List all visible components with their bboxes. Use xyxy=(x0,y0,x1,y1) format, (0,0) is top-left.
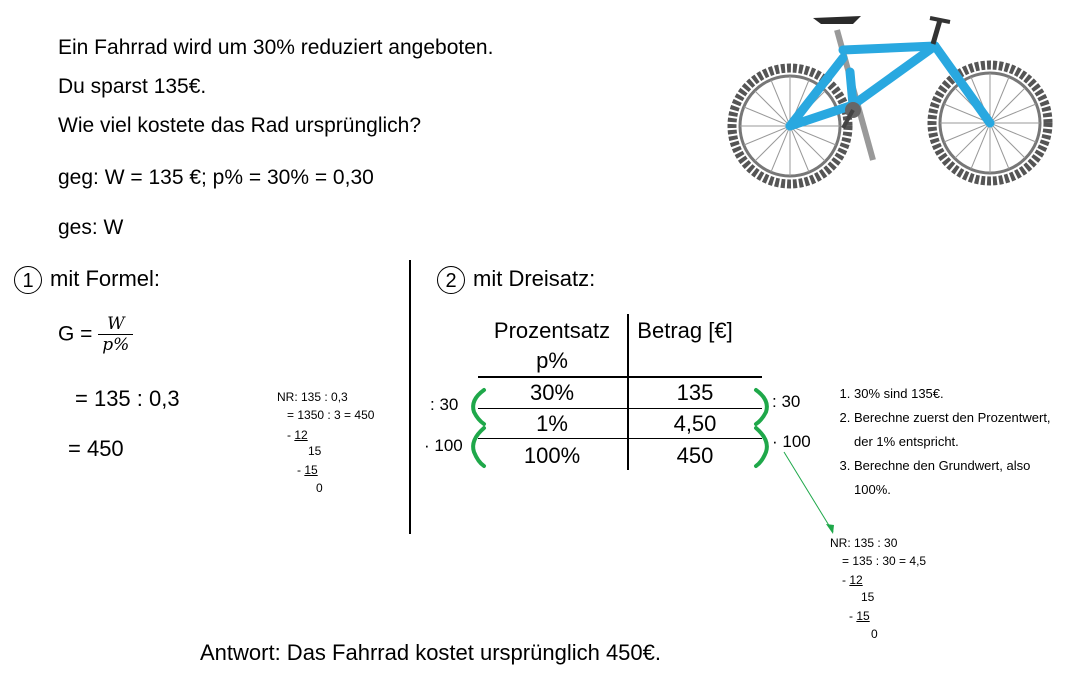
row-1-percent: 30% xyxy=(529,380,575,405)
step-3: 3. Berechne den Grundwert, also 100%. xyxy=(854,454,1082,502)
side-calc-2-line-2: = 135 : 30 = 4,5 xyxy=(842,554,927,568)
header-percent: Prozentsatz xyxy=(493,318,611,343)
row-3-percent: 100% xyxy=(523,443,581,468)
step-2: 2. Berechne zuerst den Prozentwert, der 1% entspricht. xyxy=(854,406,1082,454)
problem-line-2: Du sparst 135€. xyxy=(58,75,207,98)
left-operator-2: · 100 xyxy=(424,436,463,455)
side-calc-1-line-3: - 12 xyxy=(287,428,308,442)
header-amount: Betrag [€] xyxy=(637,318,733,343)
step-1: 1. 30% sind 135€. xyxy=(854,382,1082,406)
header-percent-unit: p% xyxy=(536,348,568,373)
method-2-number: 2 xyxy=(437,266,465,294)
right-operator-2: · 100 xyxy=(772,432,811,451)
left-operator-1: : 30 xyxy=(430,395,459,414)
side-calc-1-line-2: = 1350 : 3 = 450 xyxy=(287,408,375,422)
formula-denominator: p% xyxy=(102,335,130,355)
formula-step-2: = 450 xyxy=(68,436,124,461)
side-calc-1-line-5: - 15 xyxy=(297,463,318,477)
method-2-title: mit Dreisatz: xyxy=(473,266,596,291)
row-3-amount: 450 xyxy=(676,443,714,468)
side-calc-2-line-3: - 12 xyxy=(842,573,863,587)
arrow-line xyxy=(784,452,833,532)
answer: Antwort: Das Fahrrad kostet ursprünglich 450€. xyxy=(200,640,662,665)
left-bracket-1 xyxy=(473,390,484,424)
formula-numerator: W xyxy=(98,314,133,335)
side-calc-1-line-1: NR: 135 : 0,3 xyxy=(277,390,348,404)
method-1-title: mit Formel: xyxy=(50,266,160,291)
problem-line-1: Ein Fahrrad wird um 30% reduziert angeboten. xyxy=(58,36,494,59)
side-calc-2-line-5: - 15 xyxy=(849,609,870,623)
side-calc-1-line-6: 0 xyxy=(316,481,323,495)
sought-value: ges: W xyxy=(58,216,124,239)
right-bracket-1 xyxy=(756,390,767,424)
side-calc-2-line-6: 0 xyxy=(871,627,878,641)
row-2-percent: 1% xyxy=(536,411,568,436)
side-calc-2-line-1: NR: 135 : 30 xyxy=(830,536,898,550)
row-2-amount: 4,50 xyxy=(673,411,717,436)
side-calc-1-line-4: 15 xyxy=(308,444,322,458)
side-calc-2-line-4: 15 xyxy=(861,590,875,604)
arrow-head xyxy=(826,524,834,534)
right-operator-1: : 30 xyxy=(772,392,801,411)
formula-step-1: = 135 : 0,3 xyxy=(75,386,180,411)
row-1-amount: 135 xyxy=(676,380,714,405)
steps-list xyxy=(832,382,1082,502)
problem-line-3: Wie viel kostete das Rad ursprünglich? xyxy=(58,114,422,137)
given-values: geg: W = 135 €; p% = 30% = 0,30 xyxy=(58,166,374,189)
left-bracket-2 xyxy=(473,428,484,466)
method-1-number: 1 xyxy=(14,266,42,294)
right-bracket-2 xyxy=(756,428,767,466)
formula-lhs: G = xyxy=(58,322,93,346)
